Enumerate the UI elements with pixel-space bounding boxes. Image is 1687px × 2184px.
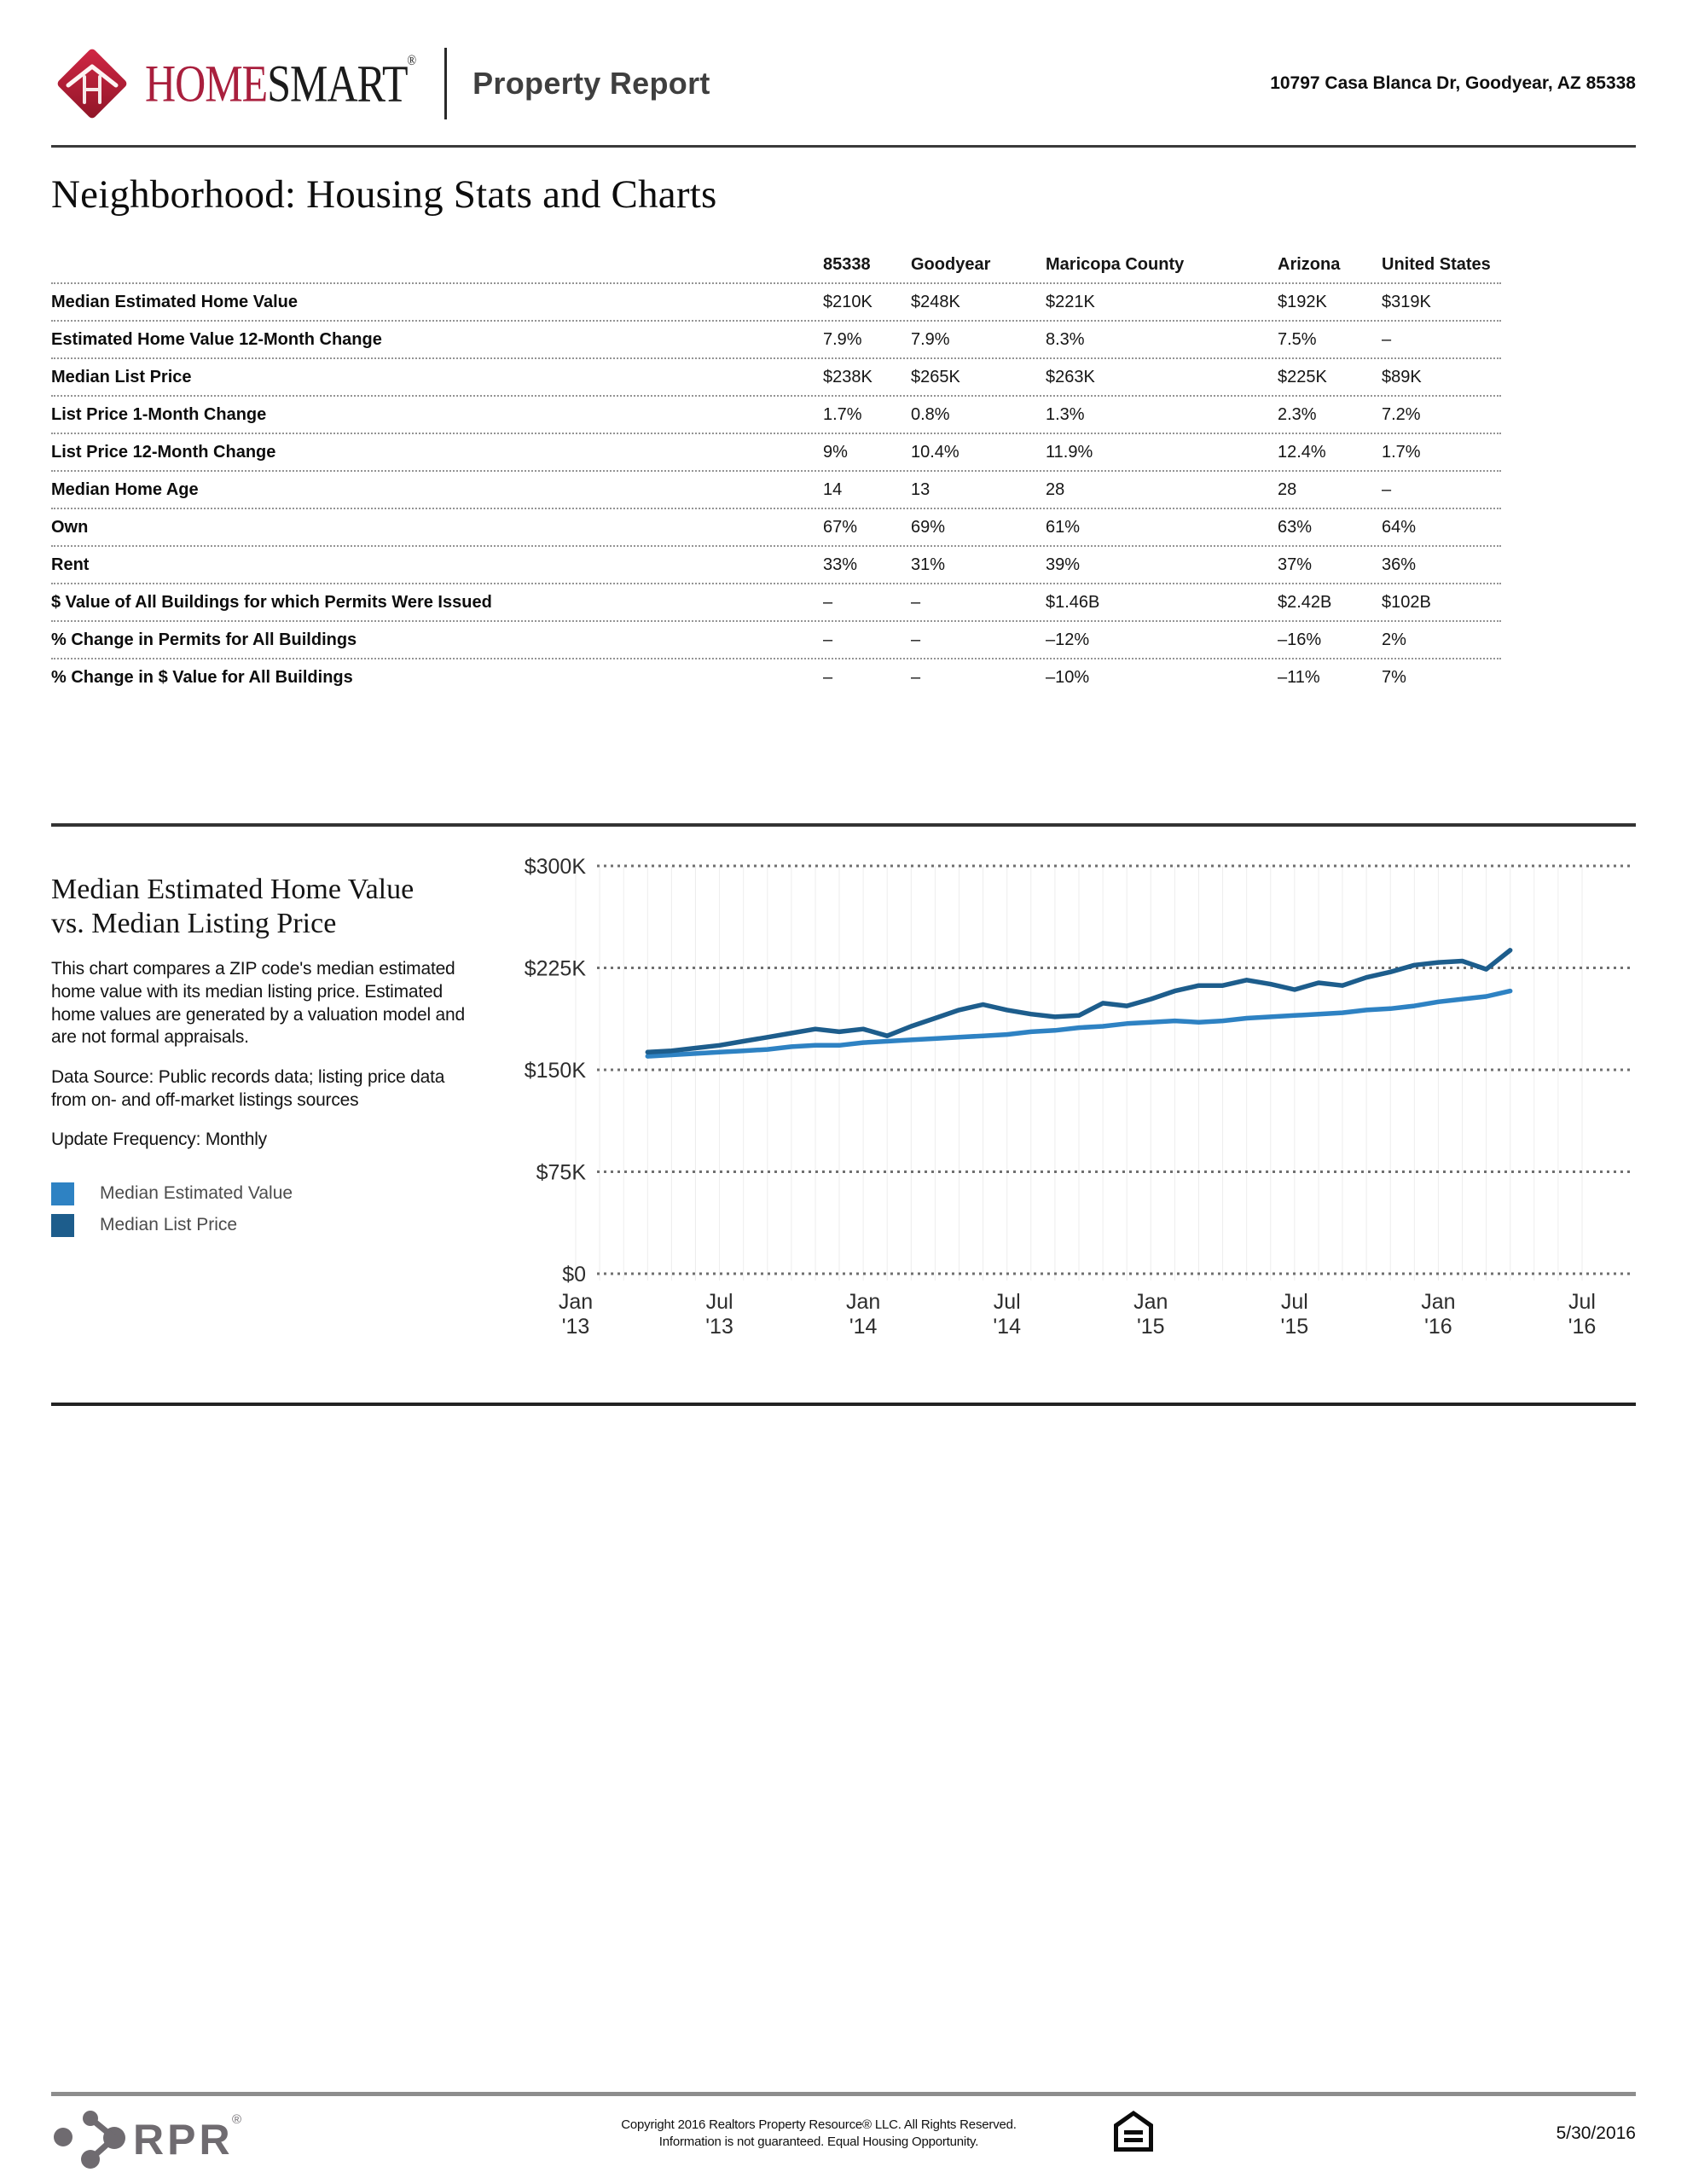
- table-row: [51, 659, 1501, 695]
- x-axis-tick-label: Jan: [558, 1290, 594, 1314]
- homesmart-diamond-icon: [51, 43, 133, 125]
- chart-title: [51, 873, 482, 941]
- row-label: List Price 1-Month Change: [51, 405, 267, 424]
- x-axis-tick-label: '15: [1136, 1315, 1165, 1339]
- cell-goodyear: 10.4%: [911, 443, 959, 462]
- cell-maricopa-county: –12%: [1046, 630, 1090, 649]
- copyright-line2: Information is not guaranteed. Equal Housing Opportunity.: [658, 2134, 979, 2149]
- row-label: Median List Price: [51, 368, 192, 386]
- stats-table-body: [51, 284, 1501, 695]
- cell-maricopa-county: –10%: [1046, 668, 1090, 687]
- row-label: List Price 12-Month Change: [51, 443, 276, 462]
- row-label: Own: [51, 518, 89, 537]
- header-divider: [444, 48, 447, 119]
- cell-arizona: 12.4%: [1278, 443, 1326, 462]
- y-axis-tick-label: $0: [562, 1263, 586, 1287]
- cell-arizona: $2.42B: [1278, 593, 1332, 612]
- table-row: [51, 509, 1501, 547]
- table-row: [51, 397, 1501, 434]
- column-header: Arizona: [1278, 255, 1341, 274]
- cell-85338: 33%: [823, 555, 858, 574]
- column-header: United States: [1382, 255, 1491, 274]
- row-label: Median Home Age: [51, 480, 199, 499]
- cell-united-states: 36%: [1382, 555, 1417, 574]
- homesmart-wordmark: [145, 54, 415, 114]
- table-row: [51, 322, 1501, 359]
- cell-united-states: 7.2%: [1382, 405, 1421, 424]
- x-axis-tick-label: '14: [849, 1315, 878, 1339]
- chart-section: [51, 839, 1636, 1355]
- cell-united-states: 1.7%: [1382, 443, 1421, 462]
- report-page: [51, 0, 1636, 1406]
- y-axis-tick-label: $300K: [524, 855, 586, 879]
- cell-maricopa-county: 8.3%: [1046, 330, 1085, 349]
- cell-arizona: –16%: [1278, 630, 1322, 649]
- y-axis-tick-label: $75K: [536, 1160, 586, 1185]
- chart-plot-area: [482, 839, 1636, 1355]
- housing-stats-table: [51, 247, 1501, 695]
- cell-arizona: $225K: [1278, 368, 1327, 386]
- cell-85338: –: [823, 668, 833, 687]
- cell-united-states: –: [1382, 480, 1392, 499]
- table-row: [51, 547, 1501, 584]
- row-label: % Change in $ Value for All Buildings: [51, 668, 353, 687]
- cell-goodyear: –: [911, 630, 921, 649]
- report-date: 5/30/2016: [1556, 2123, 1636, 2143]
- table-row: [51, 472, 1501, 509]
- legend-item-estimated-value: [51, 1182, 482, 1205]
- cell-united-states: –: [1382, 330, 1392, 349]
- cell-united-states: $319K: [1382, 293, 1431, 311]
- chart-description-panel: [51, 839, 482, 1355]
- cell-goodyear: 7.9%: [911, 330, 950, 349]
- x-axis-tick-label: '16: [1568, 1315, 1597, 1339]
- homesmart-logo: [51, 43, 415, 125]
- row-label: Median Estimated Home Value: [51, 293, 298, 311]
- cell-goodyear: –: [911, 668, 921, 687]
- cell-maricopa-county: 1.3%: [1046, 405, 1085, 424]
- cell-goodyear: 31%: [911, 555, 946, 574]
- cell-85338: –: [823, 630, 833, 649]
- x-axis-tick-label: Jul: [1568, 1290, 1596, 1314]
- y-axis-tick-label: $150K: [524, 1059, 586, 1083]
- cell-maricopa-county: 28: [1046, 480, 1065, 499]
- table-row: [51, 359, 1501, 397]
- cell-arizona: 28: [1278, 480, 1297, 499]
- equal-housing-opportunity-icon: [1113, 2110, 1154, 2157]
- cell-85338: 7.9%: [823, 330, 862, 349]
- y-axis-tick-label: $225K: [524, 956, 586, 981]
- brand-smart-text: SMART: [267, 54, 408, 113]
- cell-goodyear: 13: [911, 480, 930, 499]
- cell-goodyear: $265K: [911, 368, 960, 386]
- page-title: Neighborhood: Housing Stats and Charts: [51, 172, 717, 217]
- chart-title-line1: Median Estimated Home Value: [51, 874, 415, 905]
- cell-arizona: $192K: [1278, 293, 1327, 311]
- cell-goodyear: 69%: [911, 518, 946, 537]
- chart-description: This chart compares a ZIP code's median estimated home value with its median listing price. Estimated home values are generated by a valuation model and are not formal appraisals.: [51, 959, 465, 1048]
- chart-data-source: Data Source: Public records data; listing price data from on- and off-market listings sources: [51, 1066, 445, 1110]
- cell-united-states: $102B: [1382, 593, 1431, 612]
- cell-united-states: 64%: [1382, 518, 1417, 537]
- x-axis-tick-label: '13: [561, 1315, 590, 1339]
- table-row: [51, 284, 1501, 322]
- x-axis-tick-label: Jul: [1280, 1290, 1308, 1314]
- report-type-title: Property Report: [472, 66, 710, 101]
- list-price-swatch: [51, 1214, 74, 1237]
- cell-85338: 67%: [823, 518, 858, 537]
- x-axis-tick-label: Jul: [993, 1290, 1021, 1314]
- x-axis-tick-label: '16: [1424, 1315, 1452, 1339]
- property-address: 10797 Casa Blanca Dr, Goodyear, AZ 85338: [1270, 73, 1636, 93]
- cell-85338: 1.7%: [823, 405, 862, 424]
- cell-85338: –: [823, 593, 833, 612]
- home-value-chart-svg: [482, 839, 1636, 1350]
- column-header: 85338: [823, 255, 871, 274]
- cell-85338: 9%: [823, 443, 848, 462]
- x-axis-tick-label: Jan: [845, 1290, 881, 1314]
- column-header: Maricopa County: [1046, 255, 1185, 274]
- column-header: Goodyear: [911, 255, 991, 274]
- report-footer: [51, 2092, 1636, 2173]
- rpr-logo: [51, 2108, 247, 2174]
- cell-arizona: 7.5%: [1278, 330, 1317, 349]
- estimated-value-swatch: [51, 1182, 74, 1205]
- cell-goodyear: $248K: [911, 293, 960, 311]
- x-axis-tick-label: Jul: [705, 1290, 733, 1314]
- table-row: [51, 434, 1501, 472]
- row-label: Estimated Home Value 12-Month Change: [51, 330, 382, 349]
- legend-label: Median List Price: [100, 1215, 238, 1235]
- brand-home-text: HOME: [145, 54, 268, 113]
- table-row: [51, 584, 1501, 622]
- cell-maricopa-county: 11.9%: [1046, 443, 1093, 462]
- cell-arizona: 63%: [1278, 518, 1313, 537]
- cell-united-states: 2%: [1382, 630, 1406, 649]
- copyright-line1: Copyright 2016 Realtors Property Resource® LLC. All Rights Reserved.: [621, 2117, 1017, 2132]
- rpr-logo-reg: ®: [232, 2112, 242, 2127]
- rpr-logo-icon: [51, 2108, 247, 2169]
- report-header: [51, 0, 1636, 148]
- cell-maricopa-county: 61%: [1046, 518, 1081, 537]
- x-axis-tick-label: Jan: [1421, 1290, 1456, 1314]
- row-label: $ Value of All Buildings for which Permits Were Issued: [51, 593, 492, 612]
- x-axis-tick-label: '14: [993, 1315, 1022, 1339]
- table-row: [51, 622, 1501, 659]
- cell-arizona: –11%: [1278, 668, 1320, 687]
- cell-arizona: 2.3%: [1278, 405, 1317, 424]
- cell-united-states: $89K: [1382, 368, 1422, 386]
- x-axis-tick-label: '15: [1280, 1315, 1309, 1339]
- chart-legend: [51, 1182, 482, 1237]
- cell-goodyear: –: [911, 593, 921, 612]
- x-axis-tick-label: '13: [705, 1315, 733, 1339]
- cell-maricopa-county: $221K: [1046, 293, 1095, 311]
- row-label: Rent: [51, 555, 90, 574]
- cell-united-states: 7%: [1382, 668, 1406, 687]
- cell-85338: $210K: [823, 293, 872, 311]
- cell-85338: $238K: [823, 368, 872, 386]
- cell-maricopa-county: 39%: [1046, 555, 1081, 574]
- table-header-row: [51, 247, 1501, 284]
- chart-title-line2: vs. Median Listing Price: [51, 908, 337, 940]
- legend-item-list-price: [51, 1214, 482, 1237]
- rpr-logo-text: RPR: [133, 2116, 234, 2164]
- cell-arizona: 37%: [1278, 555, 1313, 574]
- row-label: % Change in Permits for All Buildings: [51, 630, 357, 649]
- chart-update-frequency: Update Frequency: Monthly: [51, 1130, 267, 1150]
- cell-maricopa-county: $263K: [1046, 368, 1095, 386]
- legend-label: Median Estimated Value: [100, 1183, 293, 1204]
- cell-goodyear: 0.8%: [911, 405, 950, 424]
- x-axis-tick-label: Jan: [1133, 1290, 1168, 1314]
- section-divider: [51, 1403, 1636, 1406]
- cell-85338: 14: [823, 480, 843, 499]
- registered-mark: ®: [407, 53, 416, 69]
- section-divider: [51, 823, 1636, 827]
- cell-maricopa-county: $1.46B: [1046, 593, 1100, 612]
